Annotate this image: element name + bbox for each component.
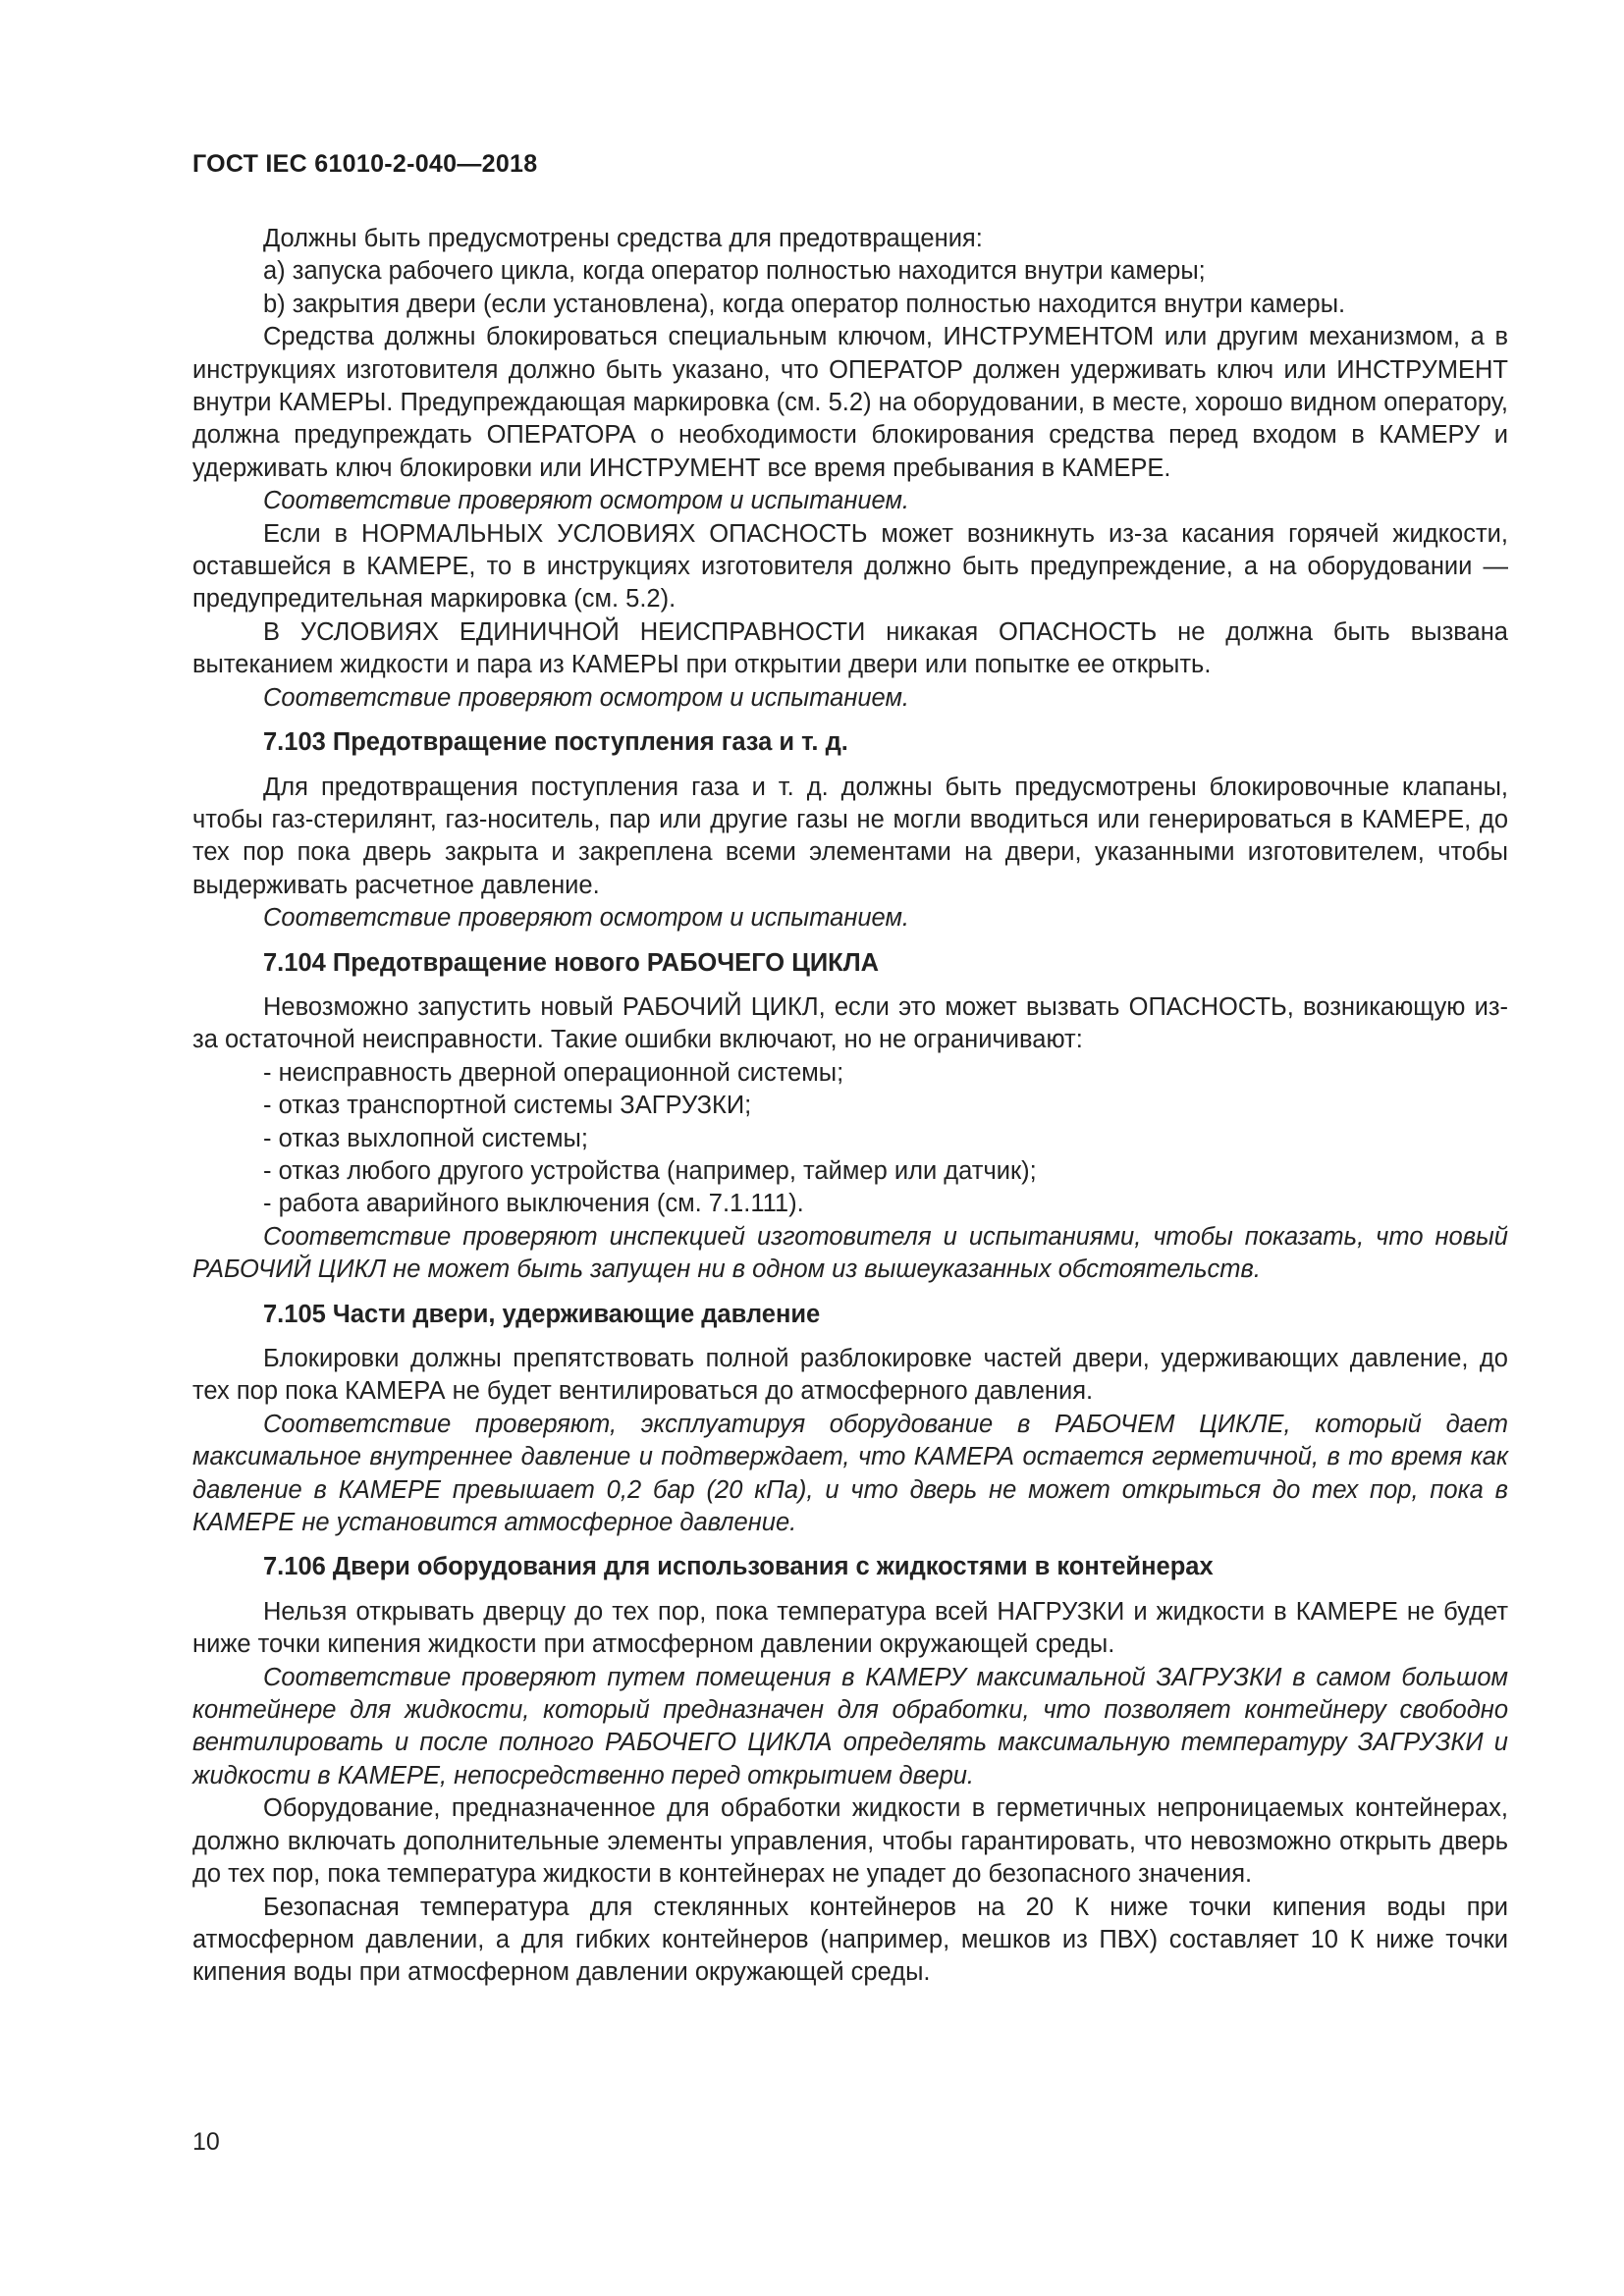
list-item: - отказ выхлопной системы;: [263, 1124, 588, 1152]
paragraph-means-blocking: Средства должны блокироваться специальным ключом, ИНСТРУМЕНТОМ или другим механизмом, а в инструкциях изготовителя должно быть указано, что ОПЕРАТОР должен удерживать ключ или ИНСТРУМЕНТ внутри КАМЕРЫ. Предупреждающая маркировка (см. 5.2) на оборудовании, в месте, хорошо видном оператору, должна предупреждать ОПЕРАТОРА о необходимости блокирования средства перед входом в КАМЕРУ и удерживать ключ блокировки или ИНСТРУМЕНТ все время пребывания в КАМЕРЕ.: [192, 323, 1508, 482]
list-item: - неисправность дверной операционной системы;: [263, 1058, 844, 1087]
paragraph-7-104: Невозможно запустить новый РАБОЧИЙ ЦИКЛ, если это может вызвать ОПАСНОСТЬ, возникающую из-за остаточной неисправности. Такие ошибки включают, но не ограничивают:: [192, 992, 1508, 1054]
list-item: - отказ любого другого устройства (например, таймер или датчик);: [263, 1156, 1037, 1185]
paragraph-7-105: Блокировки должны препятствовать полной разблокировке частей двери, удерживающих давление, до тех пор пока КАМЕРА не будет вентилироваться до атмосферного давления.: [192, 1345, 1508, 1406]
list-item-a: a) запуска рабочего цикла, когда оператор полностью находится внутри камеры;: [263, 257, 1206, 286]
compliance-note: Соответствие проверяют, эксплуатируя оборудование в РАБОЧЕМ ЦИКЛЕ, который дает максимальное внутреннее давление и подтверждает, что КАМЕРА остается герметичной, в то время как давление в КАМЕРЕ превышает 0,2 бар (20 кПа), и что дверь не может открыться до тех пор, пока в КАМЕРЕ не установится атмосферное давление.: [192, 1410, 1508, 1537]
compliance-note: Соответствие проверяют осмотром и испытанием.: [263, 904, 910, 933]
paragraph-7-103: Для предотвращения поступления газа и т. д. должны быть предусмотрены блокировочные клапаны, чтобы газ-стерилянт, газ-носитель, пар или другие газы не могли вводиться или генерироваться в КАМЕРЕ, до тех пор пока дверь закрыта и закреплена всеми элементами на двери, указанными изготовителем, чтобы выдерживать расчетное давление.: [192, 773, 1508, 899]
section-heading-7-104: 7.104 Предотвращение нового РАБОЧЕГО ЦИКЛА: [263, 948, 880, 977]
section-heading-7-105: 7.105 Части двери, удерживающие давление: [263, 1300, 821, 1328]
page-number: 10: [192, 2128, 220, 2156]
paragraph-single-fault: В УСЛОВИЯХ ЕДИНИЧНОЙ НЕИСПРАВНОСТИ никакая ОПАСНОСТЬ не должна быть вызвана вытеканием жидкости и пара из КАМЕРЫ при открытии двери или попытке ее открыть.: [192, 617, 1508, 679]
compliance-note: Соответствие проверяют инспекцией изготовителя и испытаниями, чтобы показать, что новый РАБОЧИЙ ЦИКЛ не может быть запущен ни в одном из вышеуказанных обстоятельств.: [192, 1222, 1508, 1284]
list-item-b: b) закрытия двери (если установлена), когда оператор полностью находится внутри камеры.: [263, 290, 1346, 318]
paragraph-hot-liquid: Если в НОРМАЛЬНЫХ УСЛОВИЯХ ОПАСНОСТЬ может возникнуть из-за касания горячей жидкости, оставшейся в КАМЕРЕ, то в инструкциях изготовителя должно быть предупреждение, а на оборудовании — предупредительная маркировка (см. 5.2).: [192, 519, 1508, 614]
list-item: - отказ транспортной системы ЗАГРУЗКИ;: [263, 1092, 752, 1120]
list-item: - работа аварийного выключения (см. 7.1.111).: [263, 1190, 804, 1218]
page-header-standard-code: ГОСТ IEC 61010-2-040—2018: [192, 150, 538, 178]
compliance-note: Соответствие проверяют путем помещения в КАМЕРУ максимальной ЗАГРУЗКИ в самом большом контейнере для жидкости, который предназначен для обработки, что позволяет контейнеру свободно вентилировать и после полного РАБОЧЕГО ЦИКЛА определять максимальную температуру ЗАГРУЗКИ и жидкости в КАМЕРЕ, непосредственно перед открытием двери.: [192, 1663, 1508, 1789]
section-heading-7-106: 7.106 Двери оборудования для использования с жидкостями в контейнерах: [263, 1553, 1214, 1581]
intro-paragraph: Должны быть предусмотрены средства для предотвращения:: [263, 225, 983, 252]
paragraph-safe-temperature: Безопасная температура для стеклянных контейнеров на 20 К ниже точки кипения воды при атмосферном давлении, а для гибких контейнеров (например, мешков из ПВХ) составляет 10 К ниже точки кипения воды при атмосферном давлении окружающей среды.: [192, 1893, 1508, 1987]
compliance-note: Соответствие проверяют осмотром и испытанием.: [263, 487, 910, 515]
compliance-note: Соответствие проверяют осмотром и испытанием.: [263, 683, 910, 712]
paragraph-7-106: Нельзя открывать дверцу до тех пор, пока температура всей НАГРУЗКИ и жидкости в КАМЕРЕ не будет ниже точки кипения жидкости при атмосферном давлении окружающей среды.: [192, 1597, 1508, 1659]
paragraph-sealed-containers: Оборудование, предназначенное для обработки жидкости в герметичных непроницаемых контейнерах, должно включать дополнительные элементы управления, чтобы гарантировать, что невозможно открыть дверь до тех пор, пока температура жидкости в контейнерах не упадет до безопасного значения.: [192, 1794, 1508, 1889]
section-heading-7-103: 7.103 Предотвращение поступления газа и т. д.: [263, 728, 848, 757]
document-body: [192, 223, 1508, 1990]
